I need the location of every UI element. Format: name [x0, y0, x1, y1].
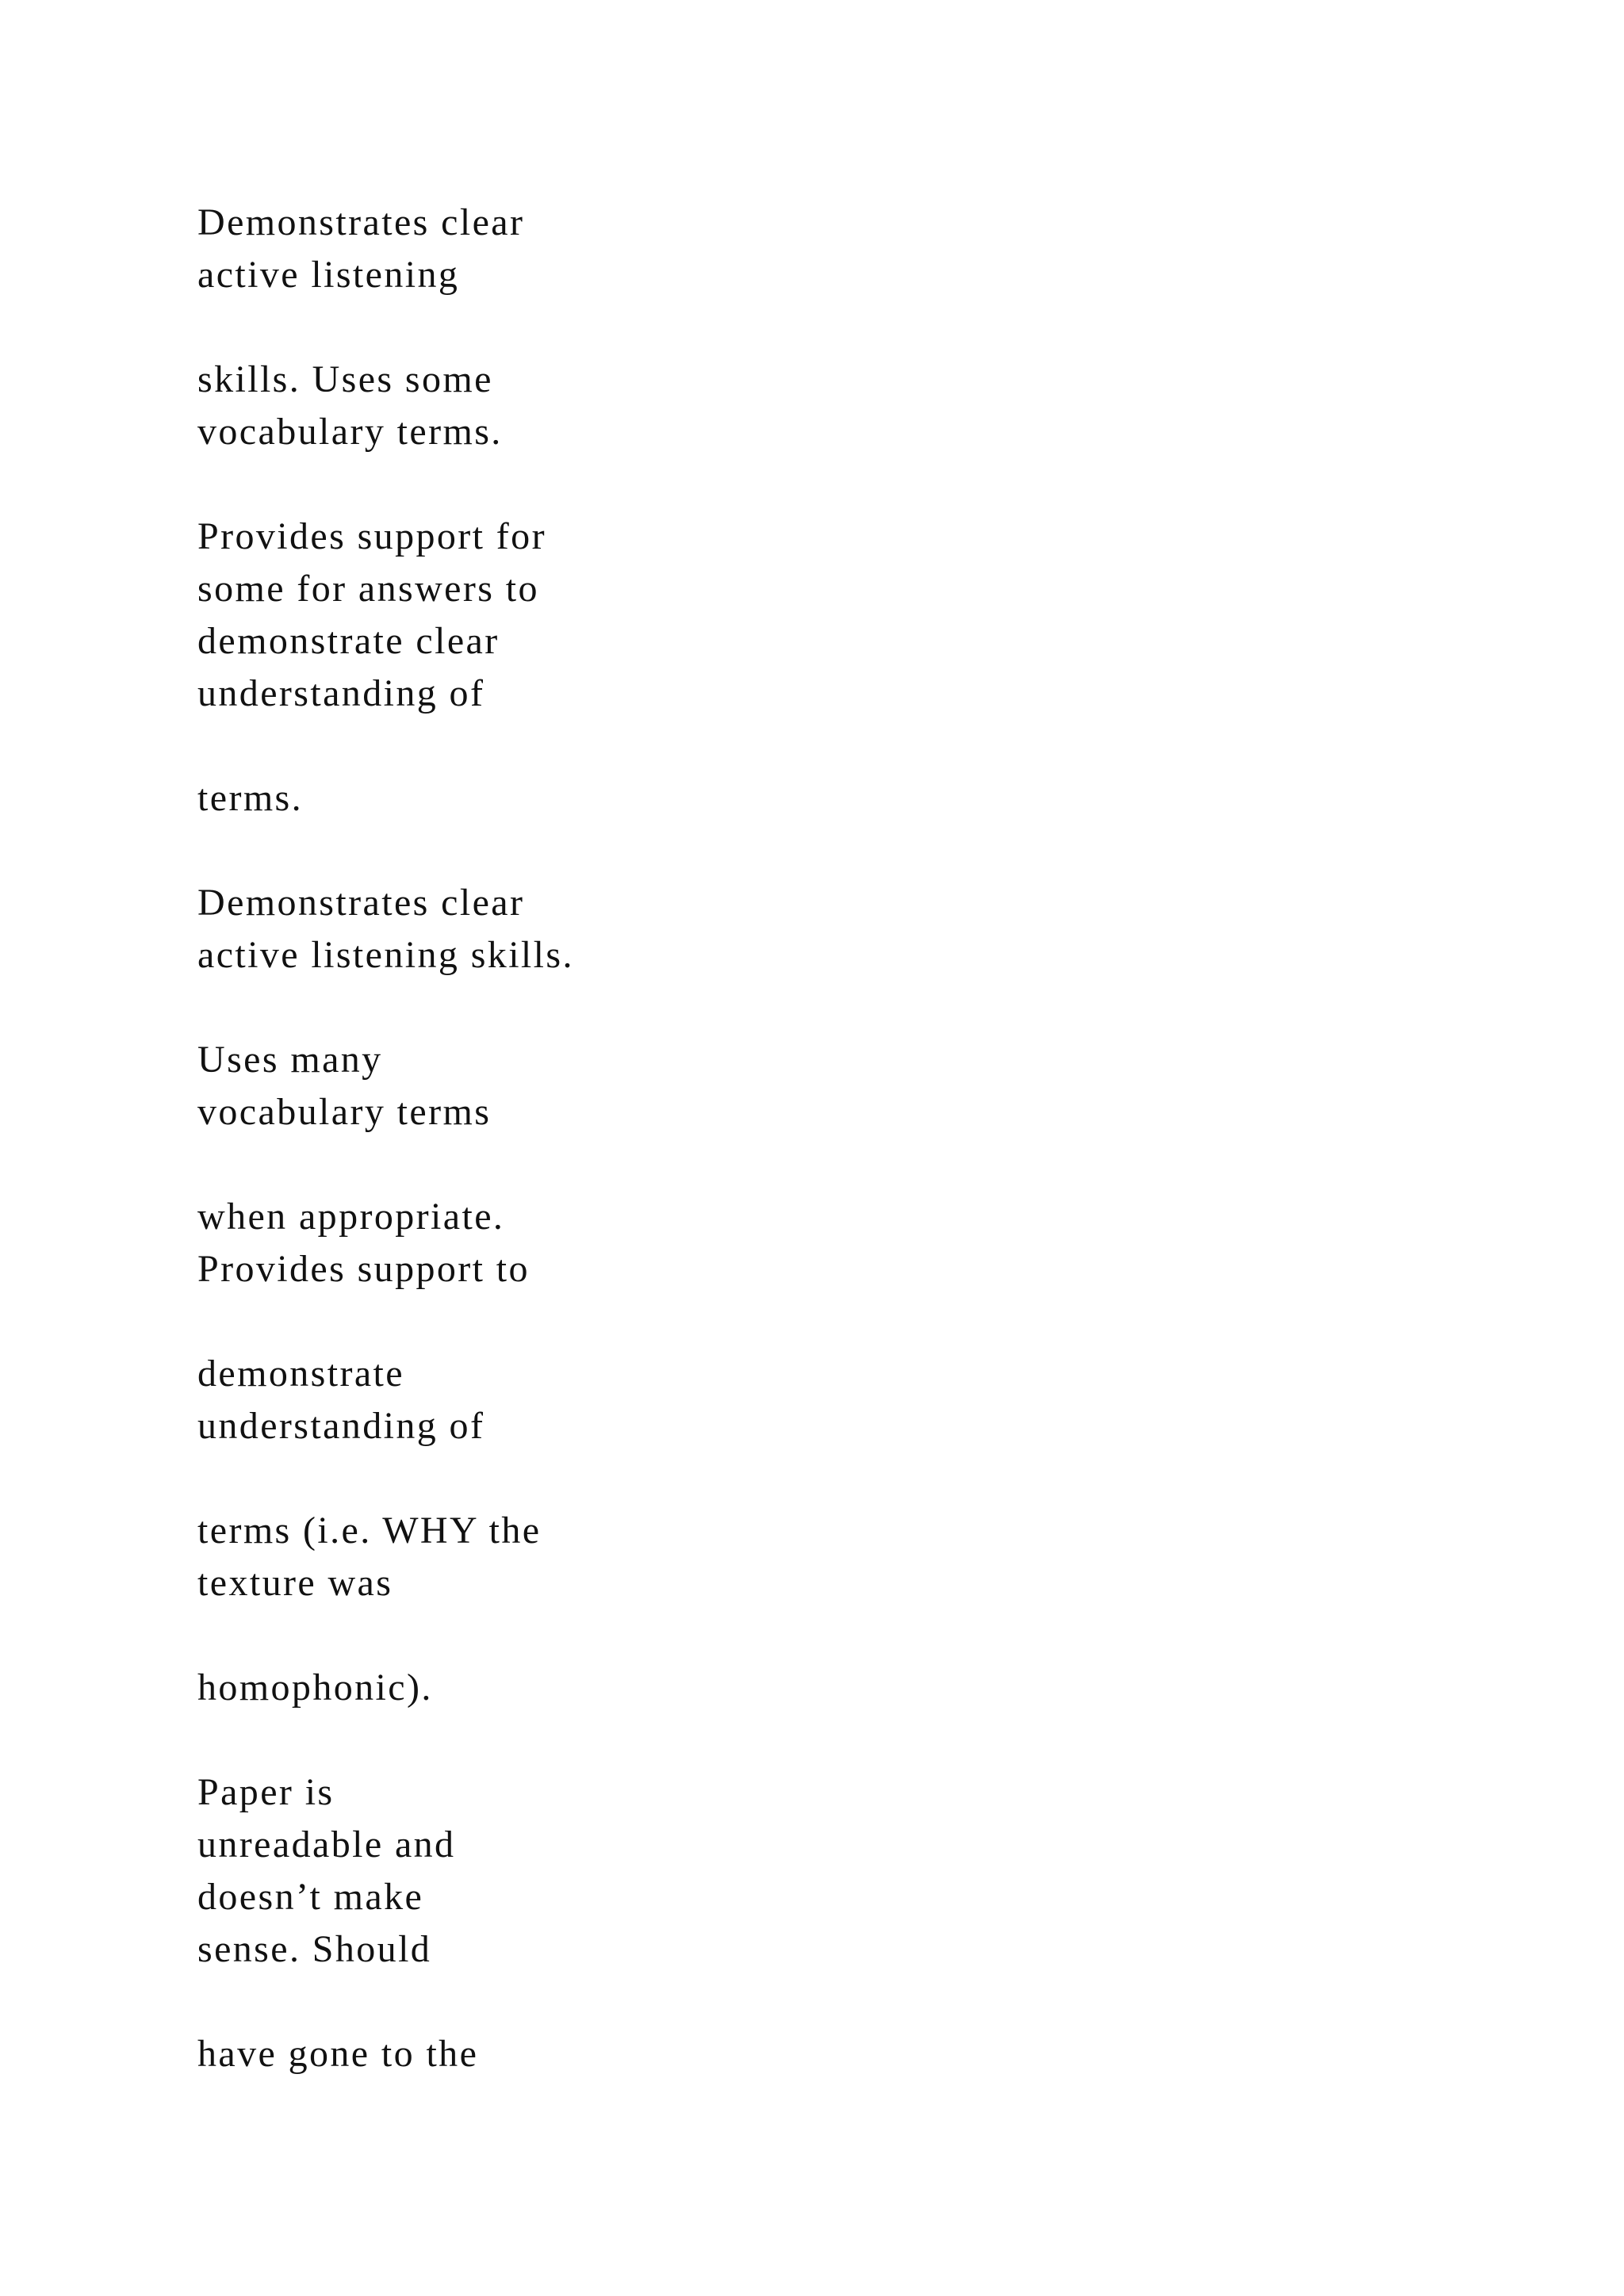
text-line: when appropriate. [197, 1196, 505, 1238]
text-line: unreadable and [197, 1823, 456, 1866]
blank-line [197, 982, 1149, 1034]
text-line: doesn’t make [197, 1876, 424, 1918]
text-line: Demonstrates clear [197, 882, 525, 924]
blank-line [197, 1295, 1149, 1348]
blank-line [197, 1452, 1149, 1505]
text-line: skills. Uses some [197, 358, 493, 400]
text-line: vocabulary terms [197, 1091, 492, 1133]
text-line: texture was [197, 1562, 393, 1604]
blank-line [197, 720, 1149, 772]
blank-line [197, 301, 1149, 354]
blank-line [197, 1714, 1149, 1766]
text-line: some for answers to [197, 568, 539, 610]
text-line: terms (i.e. WHY the [197, 1510, 542, 1552]
blank-line [197, 1609, 1149, 1662]
text-line: active listening [197, 254, 460, 296]
text-line: homophonic). [197, 1667, 433, 1709]
blank-line [197, 1976, 1149, 2028]
document-text [197, 197, 1149, 2080]
text-line: demonstrate [197, 1353, 404, 1395]
text-line: understanding of [197, 672, 485, 714]
blank-line [197, 1138, 1149, 1191]
text-line: Provides support to [197, 1248, 530, 1290]
text-line: Paper is [197, 1771, 335, 1813]
text-line: terms. [197, 777, 304, 819]
text-line: have gone to the [197, 2033, 479, 2075]
blank-line [197, 825, 1149, 877]
text-line: sense. Should [197, 1928, 432, 1970]
text-line: active listening skills. [197, 934, 574, 976]
text-line: Provides support for [197, 515, 546, 557]
text-line: Uses many [197, 1039, 383, 1081]
text-line: understanding of [197, 1405, 485, 1447]
text-line: Demonstrates clear [197, 201, 525, 243]
text-line: vocabulary terms. [197, 411, 503, 453]
blank-line [197, 458, 1149, 511]
text-line: demonstrate clear [197, 620, 500, 662]
